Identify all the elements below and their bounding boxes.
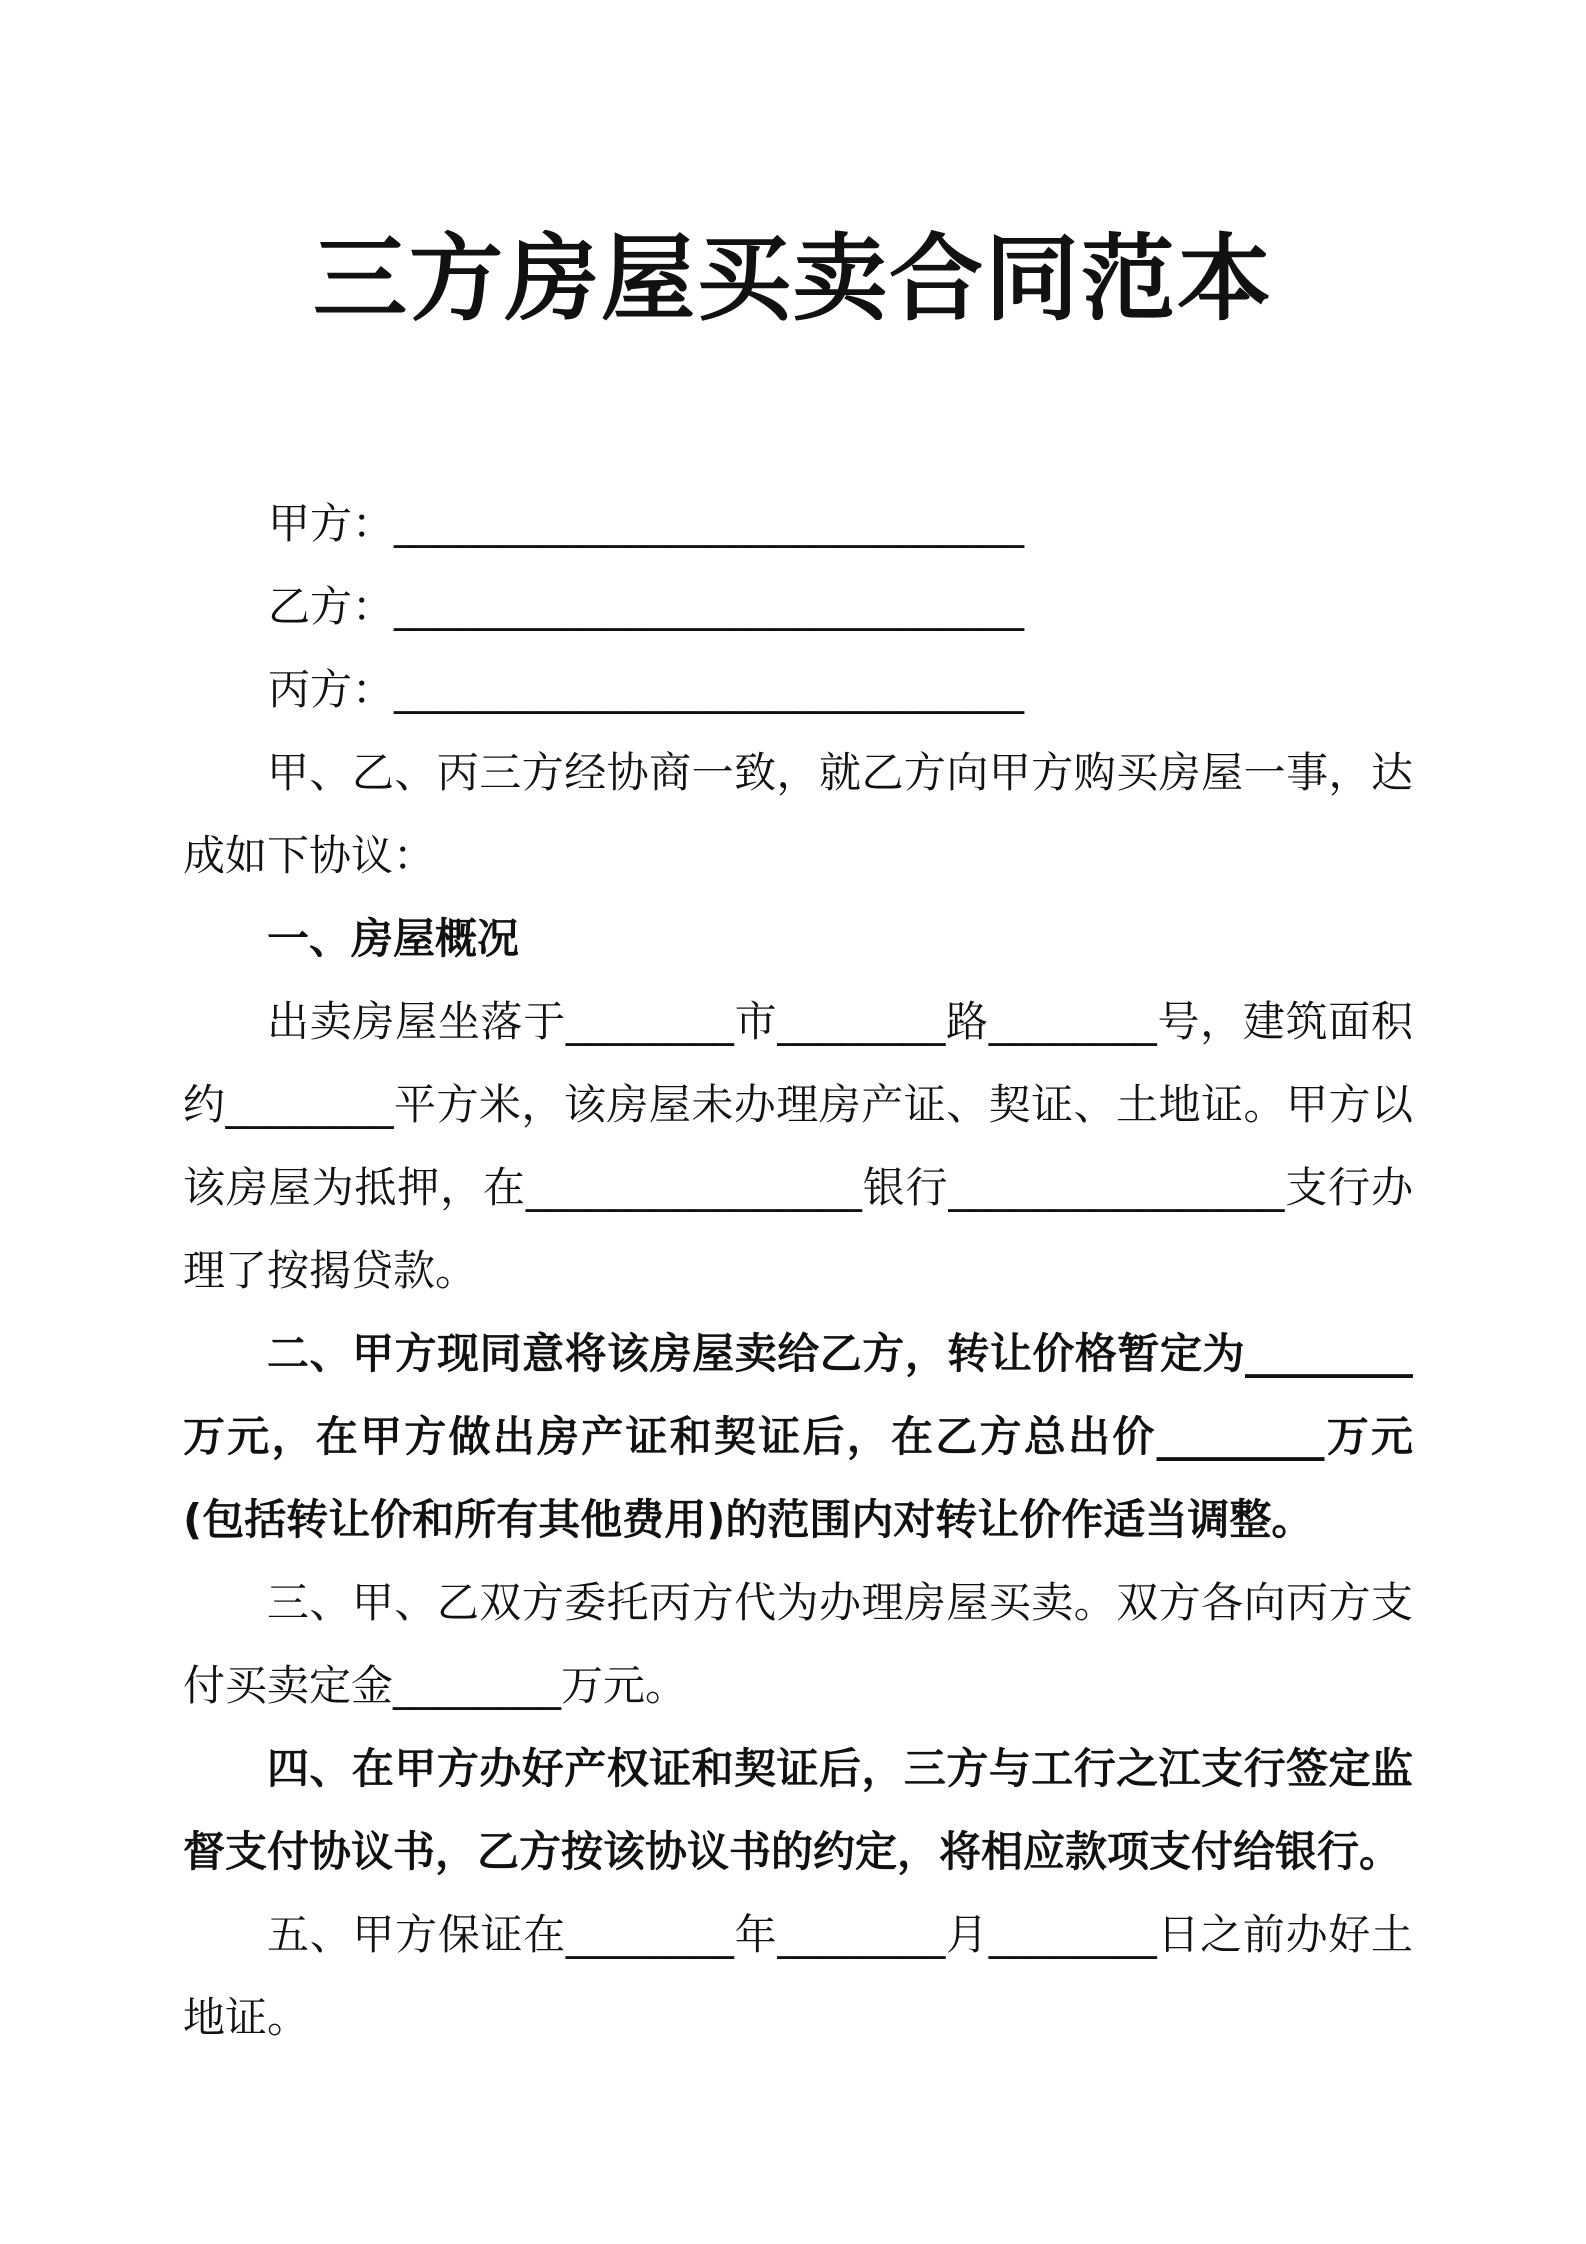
document-title: 三方房屋买卖合同范本 [312,225,1273,334]
section-2-paragraph: 二、甲方现同意将该房屋卖给乙方，转让价格暂定为________万元，在甲方做出房产证和契证后，在乙方总出价________万元(包括转让价和所有其他费用)的范围内对转让价作适当调整。 [183,1329,1413,1544]
section-3-paragraph: 三、甲、乙双方委托丙方代为办理房屋买卖。双方各向丙方支付买卖定金________万元。 [183,1578,1413,1710]
party-c-line: 丙方：______________________________ [268,665,1025,714]
section-4-paragraph: 四、在甲方办好产权证和契证后，三方与工行之江支行签定监督支付协议书，乙方按该协议书的约定，将相应款项支付给银行。 [183,1744,1413,1876]
section-1-heading: 一、房屋概况 [267,914,520,963]
intro-paragraph: 甲、乙、丙三方经协商一致，就乙方向甲方购买房屋一事，达成如下协议： [183,748,1413,880]
party-b-line: 乙方：______________________________ [268,582,1025,631]
party-a-line: 甲方：______________________________ [268,499,1025,548]
section-1-body: 出卖房屋坐落于________市________路________号，建筑面积约________平方米，该房屋未办理房产证、契证、土地证。甲方以该房屋为抵押，在________________银行________________支行办理了按揭贷款。 [183,997,1413,1295]
section-5-paragraph: 五、甲方保证在________年________月________日之前办好土地证。 [183,1910,1413,2042]
document-body [183,482,1413,2059]
